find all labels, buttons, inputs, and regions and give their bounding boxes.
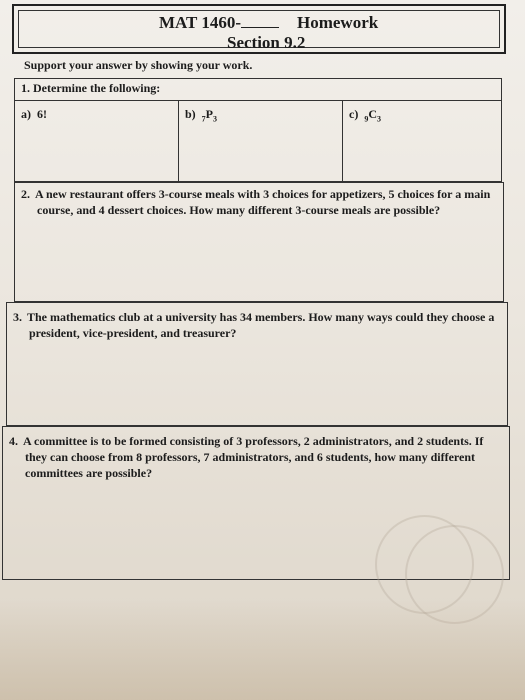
answer-cell-b[interactable] xyxy=(179,101,343,181)
answer-cell-c[interactable] xyxy=(343,101,500,181)
question-2-box[interactable] xyxy=(14,182,504,302)
question-4-line-1: A committee is to be formed consisting of 3 professors, 2 administrators, and 2 students. If xyxy=(23,434,484,448)
question-3-text xyxy=(13,309,494,341)
question-2-number: 2. xyxy=(21,187,30,201)
header-box xyxy=(12,4,506,54)
answer-cell-a[interactable] xyxy=(15,101,179,181)
question-3-line-2: president, vice-president, and treasurer? xyxy=(29,326,237,340)
page-shadow xyxy=(0,600,525,700)
homework-title: Homework xyxy=(297,13,379,32)
instructions: Support your answer by showing your work. xyxy=(24,58,253,72)
question-1-text xyxy=(21,81,160,96)
question-4-line-3: committees are possible? xyxy=(25,466,153,480)
question-2-line-1: A new restaurant offers 3-course meals with 3 choices for appetizers, 5 choices for a main xyxy=(35,187,491,201)
question-1-answer-cells xyxy=(14,100,502,182)
course-code: MAT 1460- xyxy=(159,13,242,32)
question-4-line-2: they can choose from 8 professors, 7 administrators, and 6 students, how many different xyxy=(25,450,475,464)
section-title: Section 9.2 xyxy=(227,33,306,52)
part-b-label: b) $_7P_3$ xyxy=(185,107,218,124)
question-3-box[interactable] xyxy=(6,302,508,426)
header-inner-border xyxy=(18,10,500,52)
question-3-number: 3. xyxy=(13,310,22,324)
question-4-number: 4. xyxy=(9,434,18,448)
question-2-text xyxy=(21,186,490,218)
part-c-label: c) $_9C_3$ xyxy=(349,107,381,124)
part-a-label: a) 6! xyxy=(21,107,47,121)
question-4-text xyxy=(9,433,483,481)
question-1-prompt: Determine the following: xyxy=(33,81,161,95)
question-1-header xyxy=(14,78,502,100)
question-2-line-2: course, and 4 dessert choices. How many different 3-course meals are possible? xyxy=(37,203,441,217)
course-title xyxy=(159,13,279,33)
question-3-line-1: The mathematics club at a university has 34 members. How many ways could they choose a xyxy=(27,310,495,324)
section-blank xyxy=(241,13,279,28)
question-1-number: 1. xyxy=(21,81,30,95)
